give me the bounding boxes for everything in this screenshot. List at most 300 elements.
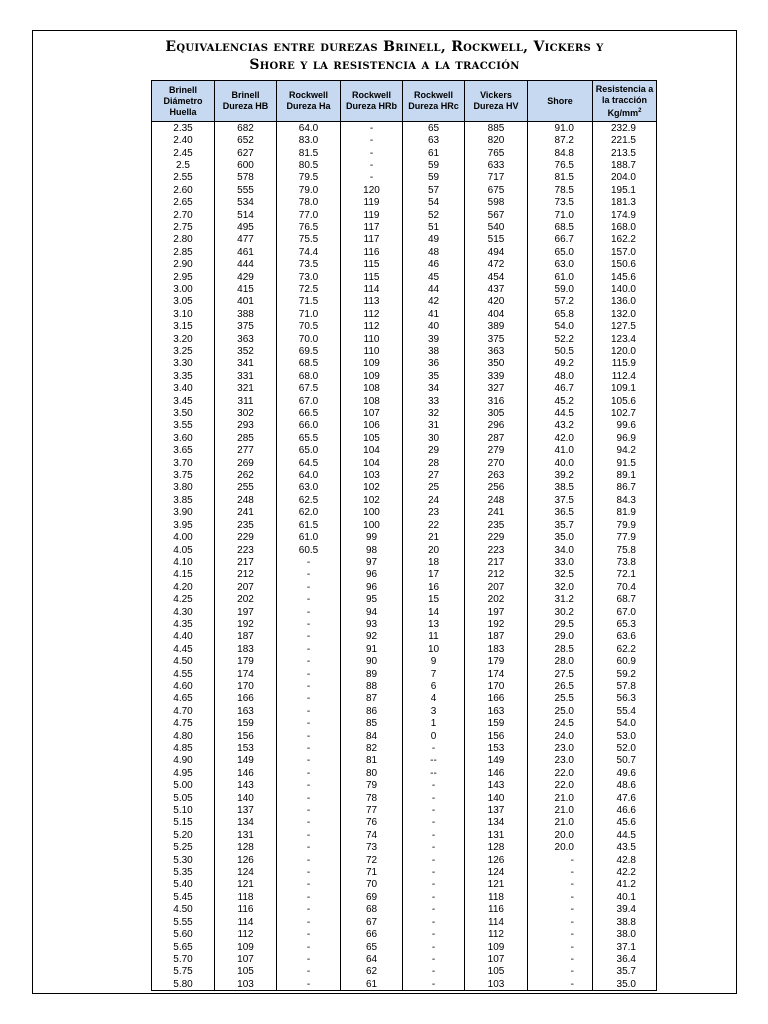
cell-rockwell-hrb: 106 <box>341 420 403 432</box>
cell-resistencia: 188.7 <box>593 159 657 171</box>
cell-brinell-hb: 128 <box>215 842 277 854</box>
cell-brinell-hb: 429 <box>215 271 277 283</box>
cell-vickers-hv: 296 <box>465 420 528 432</box>
cell-rockwell-ha: - <box>277 755 341 767</box>
table-row <box>152 457 657 469</box>
cell-rockwell-hrb: 117 <box>341 234 403 246</box>
table-row <box>152 358 657 370</box>
cell-rockwell-hrc: - <box>403 792 465 804</box>
cell-brinell-diametro: 2.80 <box>152 234 215 246</box>
cell-rockwell-hrc: 17 <box>403 569 465 581</box>
cell-vickers-hv: 183 <box>465 643 528 655</box>
cell-vickers-hv: 202 <box>465 593 528 605</box>
table-row <box>152 420 657 432</box>
cell-resistencia: 55.4 <box>593 705 657 717</box>
cell-brinell-diametro: 3.60 <box>152 432 215 444</box>
table-row <box>152 792 657 804</box>
cell-rockwell-hrb: 105 <box>341 432 403 444</box>
cell-brinell-diametro: 4.55 <box>152 668 215 680</box>
cell-brinell-diametro: 2.95 <box>152 271 215 283</box>
cell-shore: - <box>528 916 593 928</box>
table-row <box>152 445 657 457</box>
cell-brinell-hb: 107 <box>215 953 277 965</box>
cell-brinell-hb: 143 <box>215 780 277 792</box>
cell-rockwell-hrc: 35 <box>403 370 465 382</box>
cell-brinell-diametro: 3.85 <box>152 494 215 506</box>
cell-rockwell-hrc: - <box>403 978 465 991</box>
table-row <box>152 494 657 506</box>
cell-brinell-hb: 262 <box>215 469 277 481</box>
cell-rockwell-hrc: 25 <box>403 482 465 494</box>
cell-shore: 26.5 <box>528 680 593 692</box>
cell-brinell-hb: 170 <box>215 680 277 692</box>
cell-shore: 23.0 <box>528 742 593 754</box>
table-row <box>152 345 657 357</box>
cell-shore: 35.7 <box>528 519 593 531</box>
cell-rockwell-ha: - <box>277 829 341 841</box>
cell-brinell-diametro: 4.05 <box>152 544 215 556</box>
cell-shore: 22.0 <box>528 780 593 792</box>
cell-shore: 20.0 <box>528 842 593 854</box>
cell-rockwell-hrb: 79 <box>341 780 403 792</box>
cell-resistencia: 105.6 <box>593 395 657 407</box>
cell-shore: - <box>528 854 593 866</box>
cell-rockwell-ha: - <box>277 891 341 903</box>
cell-resistencia: 195.1 <box>593 184 657 196</box>
cell-brinell-hb: 202 <box>215 593 277 605</box>
cell-rockwell-hrc: -- <box>403 767 465 779</box>
table-row <box>152 829 657 841</box>
cell-rockwell-ha: 67.0 <box>277 395 341 407</box>
cell-rockwell-hrb: 113 <box>341 296 403 308</box>
cell-rockwell-ha: - <box>277 618 341 630</box>
cell-rockwell-hrb: 100 <box>341 507 403 519</box>
cell-rockwell-hrb: 80 <box>341 767 403 779</box>
table-row <box>152 928 657 940</box>
table-row <box>152 569 657 581</box>
table-row <box>152 283 657 295</box>
cell-shore: 32.0 <box>528 581 593 593</box>
table-row <box>152 842 657 854</box>
cell-brinell-diametro: 3.05 <box>152 296 215 308</box>
cell-rockwell-hrb: 114 <box>341 283 403 295</box>
cell-vickers-hv: 212 <box>465 569 528 581</box>
cell-rockwell-hrb: 87 <box>341 693 403 705</box>
cell-brinell-hb: 341 <box>215 358 277 370</box>
cell-brinell-hb: 105 <box>215 966 277 978</box>
cell-brinell-diametro: 5.55 <box>152 916 215 928</box>
cell-resistencia: 38.0 <box>593 928 657 940</box>
cell-rockwell-hrc: 34 <box>403 383 465 395</box>
table-row <box>152 854 657 866</box>
cell-shore: 33.0 <box>528 556 593 568</box>
cell-rockwell-hrc: 4 <box>403 693 465 705</box>
cell-brinell-diametro: 3.70 <box>152 457 215 469</box>
table-row <box>152 531 657 543</box>
cell-rockwell-hrc: 0 <box>403 730 465 742</box>
table-row <box>152 655 657 667</box>
cell-shore: 54.0 <box>528 321 593 333</box>
cell-vickers-hv: 114 <box>465 916 528 928</box>
hardness-equivalence-table <box>151 80 657 991</box>
cell-resistencia: 120.0 <box>593 345 657 357</box>
cell-brinell-hb: 174 <box>215 668 277 680</box>
cell-shore: 24.0 <box>528 730 593 742</box>
cell-rockwell-ha: - <box>277 556 341 568</box>
cell-rockwell-hrc: 30 <box>403 432 465 444</box>
cell-resistencia: 86.7 <box>593 482 657 494</box>
cell-rockwell-ha: 61.5 <box>277 519 341 531</box>
cell-vickers-hv: 137 <box>465 804 528 816</box>
cell-vickers-hv: 121 <box>465 879 528 891</box>
cell-rockwell-ha: - <box>277 767 341 779</box>
cell-brinell-hb: 321 <box>215 383 277 395</box>
cell-shore: 28.5 <box>528 643 593 655</box>
table-row <box>152 780 657 792</box>
cell-resistencia: 48.6 <box>593 780 657 792</box>
cell-resistencia: 36.4 <box>593 953 657 965</box>
cell-rockwell-hrb: 78 <box>341 792 403 804</box>
table-row <box>152 383 657 395</box>
cell-resistencia: 62.2 <box>593 643 657 655</box>
cell-resistencia: 35.0 <box>593 978 657 991</box>
cell-brinell-hb: 229 <box>215 531 277 543</box>
cell-resistencia: 45.6 <box>593 817 657 829</box>
cell-brinell-hb: 461 <box>215 246 277 258</box>
cell-brinell-diametro: 3.35 <box>152 370 215 382</box>
cell-rockwell-hrc: - <box>403 966 465 978</box>
cell-brinell-hb: 163 <box>215 705 277 717</box>
cell-rockwell-ha: 61.0 <box>277 531 341 543</box>
cell-shore: - <box>528 953 593 965</box>
cell-brinell-hb: 285 <box>215 432 277 444</box>
cell-rockwell-ha: 70.0 <box>277 333 341 345</box>
cell-rockwell-ha: - <box>277 904 341 916</box>
cell-rockwell-hrb: 89 <box>341 668 403 680</box>
table-row <box>152 172 657 184</box>
cell-brinell-diametro: 4.65 <box>152 693 215 705</box>
cell-shore: 38.5 <box>528 482 593 494</box>
cell-rockwell-hrc: - <box>403 817 465 829</box>
cell-vickers-hv: 633 <box>465 159 528 171</box>
cell-rockwell-hrb: 98 <box>341 544 403 556</box>
cell-vickers-hv: 248 <box>465 494 528 506</box>
cell-brinell-diametro: 3.25 <box>152 345 215 357</box>
cell-brinell-hb: 401 <box>215 296 277 308</box>
cell-rockwell-hrb: 110 <box>341 345 403 357</box>
cell-brinell-diametro: 5.05 <box>152 792 215 804</box>
cell-vickers-hv: 140 <box>465 792 528 804</box>
cell-rockwell-hrc: - <box>403 928 465 940</box>
cell-rockwell-ha: 62.5 <box>277 494 341 506</box>
cell-rockwell-ha: 73.0 <box>277 271 341 283</box>
cell-rockwell-hrb: 91 <box>341 643 403 655</box>
cell-brinell-diametro: 3.20 <box>152 333 215 345</box>
cell-resistencia: 150.6 <box>593 258 657 270</box>
cell-resistencia: 115.9 <box>593 358 657 370</box>
cell-vickers-hv: 126 <box>465 854 528 866</box>
cell-rockwell-hrc: 18 <box>403 556 465 568</box>
cell-rockwell-ha: - <box>277 643 341 655</box>
table-row <box>152 879 657 891</box>
cell-resistencia: 57.8 <box>593 680 657 692</box>
cell-brinell-diametro: 3.45 <box>152 395 215 407</box>
cell-brinell-hb: 159 <box>215 718 277 730</box>
cell-brinell-hb: 235 <box>215 519 277 531</box>
table-row <box>152 631 657 643</box>
cell-rockwell-hrc: 42 <box>403 296 465 308</box>
cell-vickers-hv: 375 <box>465 333 528 345</box>
cell-vickers-hv: 494 <box>465 246 528 258</box>
cell-brinell-hb: 112 <box>215 928 277 940</box>
cell-brinell-diametro: 2.70 <box>152 209 215 221</box>
cell-brinell-hb: 149 <box>215 755 277 767</box>
cell-shore: 29.5 <box>528 618 593 630</box>
cell-brinell-diametro: 2.75 <box>152 221 215 233</box>
cell-shore: 21.0 <box>528 817 593 829</box>
cell-shore: 71.0 <box>528 209 593 221</box>
cell-rockwell-hrb: 76 <box>341 817 403 829</box>
cell-rockwell-hrb: 92 <box>341 631 403 643</box>
cell-rockwell-ha: - <box>277 792 341 804</box>
cell-rockwell-ha: 64.0 <box>277 122 341 135</box>
cell-brinell-hb: 217 <box>215 556 277 568</box>
cell-resistencia: 56.3 <box>593 693 657 705</box>
cell-brinell-diametro: 2.40 <box>152 134 215 146</box>
cell-brinell-hb: 363 <box>215 333 277 345</box>
cell-vickers-hv: 263 <box>465 469 528 481</box>
cell-brinell-hb: 514 <box>215 209 277 221</box>
cell-resistencia: 50.7 <box>593 755 657 767</box>
cell-brinell-hb: 477 <box>215 234 277 246</box>
cell-rockwell-hrc: 13 <box>403 618 465 630</box>
cell-shore: 24.5 <box>528 718 593 730</box>
table-row <box>152 730 657 742</box>
header-resistencia-superscript: 2 <box>638 107 642 114</box>
cell-brinell-diametro: 5.20 <box>152 829 215 841</box>
cell-brinell-diametro: 5.25 <box>152 842 215 854</box>
cell-brinell-hb: 311 <box>215 395 277 407</box>
table-row <box>152 184 657 196</box>
cell-rockwell-ha: - <box>277 593 341 605</box>
cell-rockwell-hrc: 57 <box>403 184 465 196</box>
cell-rockwell-hrb: 120 <box>341 184 403 196</box>
cell-vickers-hv: 166 <box>465 693 528 705</box>
cell-shore: 35.0 <box>528 531 593 543</box>
cell-resistencia: 123.4 <box>593 333 657 345</box>
cell-shore: 42.0 <box>528 432 593 444</box>
cell-brinell-diametro: 3.00 <box>152 283 215 295</box>
cell-brinell-diametro: 4.20 <box>152 581 215 593</box>
header-brinell-dureza-hb: Brinell Dureza HB <box>215 81 277 122</box>
table-row <box>152 234 657 246</box>
cell-brinell-hb: 116 <box>215 904 277 916</box>
cell-vickers-hv: 107 <box>465 953 528 965</box>
cell-rockwell-ha: 79.5 <box>277 172 341 184</box>
cell-shore: 29.0 <box>528 631 593 643</box>
cell-rockwell-ha: - <box>277 866 341 878</box>
cell-brinell-diametro: 4.15 <box>152 569 215 581</box>
cell-shore: 65.8 <box>528 308 593 320</box>
table-row <box>152 866 657 878</box>
cell-rockwell-hrc: 22 <box>403 519 465 531</box>
cell-vickers-hv: 134 <box>465 817 528 829</box>
table-row <box>152 953 657 965</box>
cell-brinell-hb: 192 <box>215 618 277 630</box>
cell-shore: 25.0 <box>528 705 593 717</box>
cell-rockwell-hrb: 77 <box>341 804 403 816</box>
cell-rockwell-hrc: 21 <box>403 531 465 543</box>
cell-rockwell-ha: - <box>277 730 341 742</box>
table-row <box>152 209 657 221</box>
cell-rockwell-hrc: 36 <box>403 358 465 370</box>
cell-vickers-hv: 143 <box>465 780 528 792</box>
cell-brinell-hb: 248 <box>215 494 277 506</box>
cell-rockwell-ha: - <box>277 693 341 705</box>
cell-shore: 34.0 <box>528 544 593 556</box>
table-row <box>152 134 657 146</box>
table-row <box>152 966 657 978</box>
cell-brinell-hb: 269 <box>215 457 277 469</box>
cell-rockwell-ha: - <box>277 941 341 953</box>
cell-brinell-diametro: 2.5 <box>152 159 215 171</box>
cell-shore: 22.0 <box>528 767 593 779</box>
cell-rockwell-hrc: 33 <box>403 395 465 407</box>
cell-brinell-diametro: 3.30 <box>152 358 215 370</box>
header-rockwell-dureza-ha: Rockwell Dureza Ha <box>277 81 341 122</box>
table-row <box>152 432 657 444</box>
cell-shore: 65.0 <box>528 246 593 258</box>
cell-brinell-hb: 153 <box>215 742 277 754</box>
cell-rockwell-hrb: 73 <box>341 842 403 854</box>
cell-rockwell-hrc: - <box>403 916 465 928</box>
cell-brinell-diametro: 3.50 <box>152 407 215 419</box>
table-row <box>152 221 657 233</box>
cell-brinell-diametro: 4.70 <box>152 705 215 717</box>
title-line-2: Shore y la resistencia a la tracción <box>249 57 520 73</box>
cell-rockwell-ha: 65.5 <box>277 432 341 444</box>
cell-brinell-hb: 187 <box>215 631 277 643</box>
cell-vickers-hv: 389 <box>465 321 528 333</box>
cell-rockwell-hrc: 48 <box>403 246 465 258</box>
cell-resistencia: 136.0 <box>593 296 657 308</box>
cell-rockwell-ha: 80.5 <box>277 159 341 171</box>
cell-rockwell-ha: 74.4 <box>277 246 341 258</box>
cell-rockwell-hrb: 64 <box>341 953 403 965</box>
cell-rockwell-hrb: 82 <box>341 742 403 754</box>
cell-shore: 76.5 <box>528 159 593 171</box>
cell-brinell-diametro: 3.90 <box>152 507 215 519</box>
cell-vickers-hv: 105 <box>465 966 528 978</box>
cell-vickers-hv: 153 <box>465 742 528 754</box>
table-row <box>152 258 657 270</box>
cell-rockwell-hrb: 68 <box>341 904 403 916</box>
cell-brinell-diametro: 5.60 <box>152 928 215 940</box>
cell-rockwell-hrc: - <box>403 780 465 792</box>
cell-rockwell-hrb: 103 <box>341 469 403 481</box>
cell-vickers-hv: 454 <box>465 271 528 283</box>
cell-rockwell-ha: - <box>277 842 341 854</box>
cell-resistencia: 39.4 <box>593 904 657 916</box>
table-row <box>152 755 657 767</box>
cell-rockwell-hrb: 109 <box>341 358 403 370</box>
cell-vickers-hv: 131 <box>465 829 528 841</box>
cell-resistencia: 145.6 <box>593 271 657 283</box>
cell-rockwell-ha: - <box>277 718 341 730</box>
cell-brinell-hb: 627 <box>215 147 277 159</box>
cell-resistencia: 70.4 <box>593 581 657 593</box>
cell-resistencia: 204.0 <box>593 172 657 184</box>
cell-rockwell-hrb: 71 <box>341 866 403 878</box>
cell-shore: 63.0 <box>528 258 593 270</box>
cell-rockwell-ha: 73.5 <box>277 258 341 270</box>
cell-resistencia: 54.0 <box>593 718 657 730</box>
table-row <box>152 693 657 705</box>
cell-resistencia: 72.1 <box>593 569 657 581</box>
cell-brinell-diametro: 5.00 <box>152 780 215 792</box>
cell-rockwell-hrb: 108 <box>341 383 403 395</box>
cell-rockwell-ha: 64.0 <box>277 469 341 481</box>
cell-rockwell-hrb: 65 <box>341 941 403 953</box>
cell-shore: 84.8 <box>528 147 593 159</box>
cell-brinell-diametro: 5.35 <box>152 866 215 878</box>
cell-brinell-diametro: 4.35 <box>152 618 215 630</box>
cell-rockwell-ha: - <box>277 928 341 940</box>
cell-shore: 25.5 <box>528 693 593 705</box>
cell-resistencia: 140.0 <box>593 283 657 295</box>
cell-rockwell-hrb: 100 <box>341 519 403 531</box>
cell-rockwell-hrb: 81 <box>341 755 403 767</box>
cell-rockwell-hrc: 31 <box>403 420 465 432</box>
cell-rockwell-hrb: 88 <box>341 680 403 692</box>
cell-brinell-hb: 600 <box>215 159 277 171</box>
cell-rockwell-hrb: 119 <box>341 209 403 221</box>
cell-resistencia: 37.1 <box>593 941 657 953</box>
cell-rockwell-ha: 79.0 <box>277 184 341 196</box>
cell-rockwell-hrc: 61 <box>403 147 465 159</box>
cell-rockwell-hrb: 102 <box>341 494 403 506</box>
cell-resistencia: 65.3 <box>593 618 657 630</box>
table-row <box>152 941 657 953</box>
cell-shore: - <box>528 978 593 991</box>
cell-brinell-hb: 137 <box>215 804 277 816</box>
cell-rockwell-hrc: - <box>403 866 465 878</box>
table-row <box>152 978 657 991</box>
cell-rockwell-ha: - <box>277 705 341 717</box>
cell-rockwell-ha: 75.5 <box>277 234 341 246</box>
cell-rockwell-hrc: 16 <box>403 581 465 593</box>
cell-vickers-hv: 472 <box>465 258 528 270</box>
cell-shore: 27.5 <box>528 668 593 680</box>
cell-rockwell-ha: 71.0 <box>277 308 341 320</box>
cell-rockwell-ha: 64.5 <box>277 457 341 469</box>
cell-vickers-hv: 118 <box>465 891 528 903</box>
cell-rockwell-ha: - <box>277 668 341 680</box>
table-row <box>152 321 657 333</box>
cell-rockwell-ha: 71.5 <box>277 296 341 308</box>
cell-resistencia: 109.1 <box>593 383 657 395</box>
cell-shore: 49.2 <box>528 358 593 370</box>
cell-brinell-diametro: 2.60 <box>152 184 215 196</box>
cell-brinell-diametro: 5.70 <box>152 953 215 965</box>
table-row <box>152 718 657 730</box>
cell-rockwell-hrb: 74 <box>341 829 403 841</box>
cell-brinell-diametro: 2.55 <box>152 172 215 184</box>
cell-brinell-diametro: 4.25 <box>152 593 215 605</box>
cell-vickers-hv: 163 <box>465 705 528 717</box>
table-row <box>152 159 657 171</box>
cell-rockwell-hrb: 112 <box>341 308 403 320</box>
